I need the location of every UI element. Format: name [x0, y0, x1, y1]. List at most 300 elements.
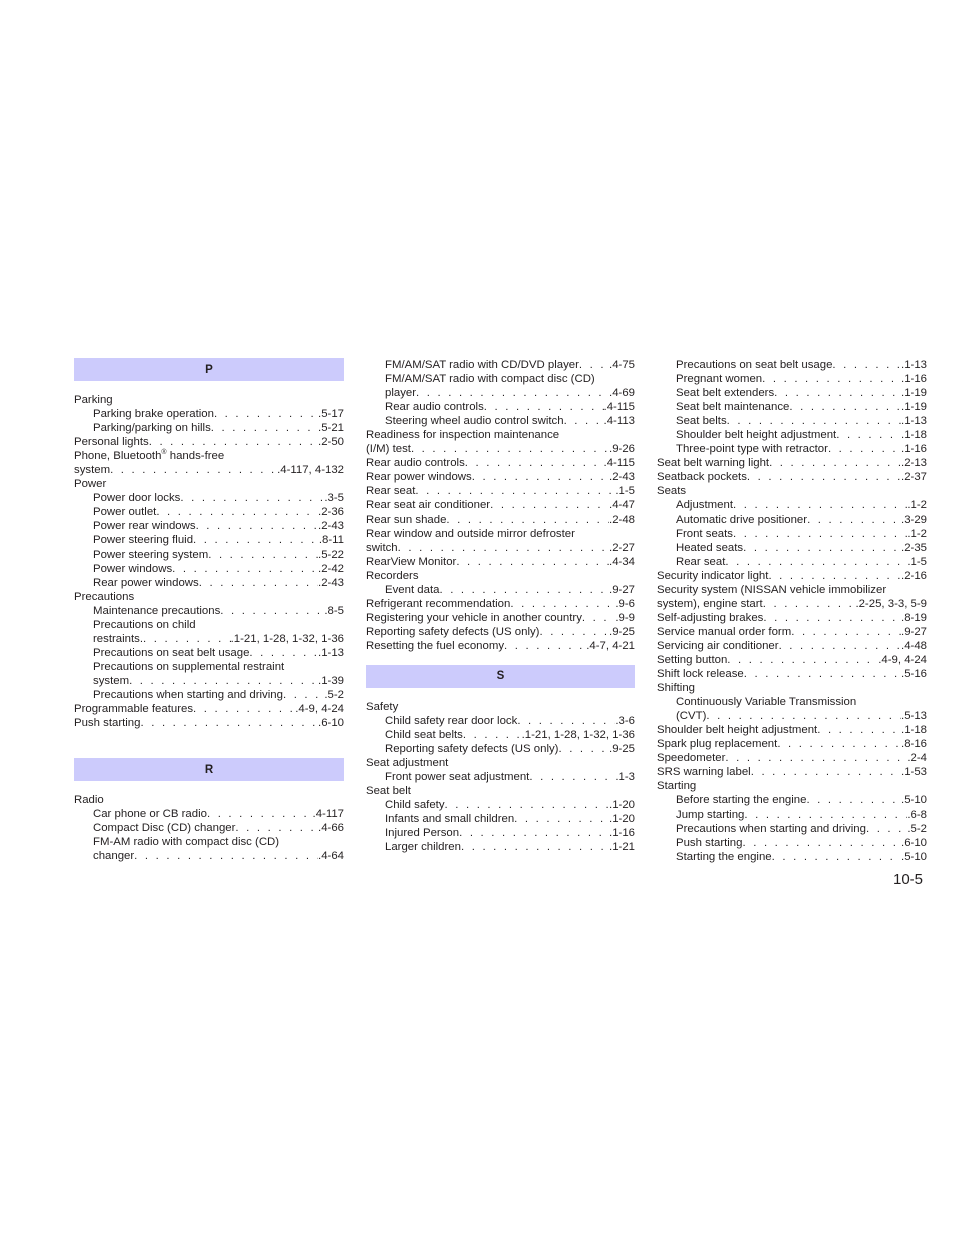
entry-page-ref: .1-13 [901, 359, 927, 371]
entry-term: Rear seat [366, 485, 416, 498]
entry-term: Recorders [366, 569, 419, 582]
index-entry [657, 484, 927, 498]
entry-page-ref: .6-8 [907, 808, 927, 821]
entry-term: Seat adjustment [366, 757, 449, 770]
index-entry [657, 836, 927, 850]
entry-term: Readiness for inspection maintenance [366, 429, 560, 442]
entry-term: Seatback pockets [657, 471, 747, 484]
index-entry [366, 484, 635, 498]
entry-term: Steering wheel audio control switch [385, 415, 564, 428]
entry-page-ref: .2-50 [318, 436, 344, 449]
entry-page-ref: .9-25 [609, 625, 635, 638]
index-entry [657, 765, 927, 779]
index-entry [74, 632, 344, 646]
entry-term: Shoulder belt height adjustment [676, 429, 837, 442]
entry-page-ref: .1-18 [901, 429, 927, 442]
index-entry [657, 513, 927, 527]
index-entry [74, 688, 344, 702]
dot-leader [193, 533, 319, 547]
dot-leader [828, 442, 901, 456]
entry-term: Infants and small children [385, 813, 515, 826]
index-entry [366, 470, 635, 484]
index-column-3 [657, 358, 927, 864]
entry-term: Child seat belts [385, 729, 463, 742]
entry-page-ref: .4-9, 4-24 [878, 653, 927, 666]
entry-page-ref: .4-115 [603, 457, 635, 470]
entry-page-ref: .1-13 [318, 646, 344, 659]
index-entry [366, 400, 635, 414]
index-entry [366, 812, 635, 826]
index-entry [366, 611, 635, 625]
entry-page-ref: .1-19 [901, 387, 927, 400]
index-entry [657, 456, 927, 470]
entry-term: system), engine start [657, 597, 763, 610]
entry-page-ref: .2-43 [318, 520, 344, 533]
dot-leader [456, 555, 609, 569]
entry-term: system [74, 464, 111, 477]
entry-term: Child safety [385, 799, 445, 812]
dot-leader [398, 541, 609, 555]
entry-term: system [93, 674, 130, 687]
index-entry [366, 700, 635, 714]
entry-term: Precautions on seat belt usage [93, 646, 250, 659]
index-entry [74, 590, 344, 604]
dot-leader [411, 442, 609, 456]
entry-term: (I/M) test [366, 443, 411, 456]
dot-leader [196, 519, 318, 533]
dot-leader [140, 716, 318, 730]
dot-leader [806, 793, 901, 807]
entry-page-ref: .1-20 [609, 813, 635, 826]
entry-page-ref: .1-21 [609, 841, 635, 854]
index-entry [657, 667, 927, 681]
entry-page-ref: .2-43 [609, 471, 635, 484]
entry-page-ref: .6-10 [901, 836, 927, 849]
dot-leader [504, 639, 586, 653]
entry-term: Before starting the engine [676, 794, 807, 807]
index-entry [74, 548, 344, 562]
entry-term: Seat belt warning light [657, 457, 770, 470]
dot-leader [214, 407, 318, 421]
index-entry [74, 604, 344, 618]
entry-term: switch [366, 541, 398, 554]
index-entry [74, 449, 344, 463]
entry-page-ref: .4-69 [609, 387, 635, 400]
dot-leader [439, 583, 609, 597]
dot-leader [156, 505, 318, 519]
index-entry [366, 456, 635, 470]
index-entry [657, 583, 927, 597]
section-letter: S [496, 670, 505, 683]
entry-page-ref: .1-5 [907, 555, 927, 568]
entry-page-ref: .2-36 [318, 506, 344, 519]
index-entry [657, 386, 927, 400]
entry-term: Security indicator light [657, 569, 769, 582]
index-entry [366, 728, 635, 742]
dot-leader [208, 548, 318, 562]
entry-page-ref: .4-34 [609, 555, 635, 568]
index-entry [657, 709, 927, 723]
entry-page-ref: .8-11 [318, 534, 344, 547]
index-entry [657, 625, 927, 639]
entry-page-ref: .2-27 [609, 541, 635, 554]
dot-leader [558, 742, 609, 756]
entry-list-s [366, 700, 635, 855]
dot-leader [779, 639, 901, 653]
entry-term: Push starting [676, 836, 743, 849]
entry-page-ref: .8-5 [324, 604, 344, 617]
index-entry [657, 850, 927, 864]
entry-term: Shifting [657, 682, 695, 695]
index-entry [366, 840, 635, 854]
dot-leader [733, 498, 907, 512]
entry-page-ref: .4-9, 4-24 [295, 703, 344, 716]
index-entry [74, 576, 344, 590]
entry-page-ref: .8-16 [901, 738, 927, 751]
dot-leader [110, 463, 277, 477]
index-entry [366, 358, 635, 372]
entry-page-ref: .5-10 [901, 850, 927, 863]
entry-page-ref: .1-2 [907, 527, 927, 540]
dot-leader [193, 702, 295, 716]
entry-term: player [385, 387, 417, 400]
entry-page-ref: .1-5 [615, 485, 635, 498]
entry-term: Front seats [676, 527, 733, 540]
entry-term: Safety [366, 700, 399, 713]
entry-term: Servicing air conditioner [657, 639, 779, 652]
entry-page-ref: .5-13 [901, 710, 927, 723]
entry-page-ref: .2-16 [901, 569, 927, 582]
dot-leader [514, 812, 609, 826]
entry-page-ref: .5-22 [318, 548, 344, 561]
dot-leader [772, 850, 901, 864]
dot-leader [564, 414, 604, 428]
entry-term: (CVT) [676, 710, 707, 723]
entry-page-ref: .4-48 [901, 639, 927, 652]
entry-page-ref: .4-113 [603, 415, 635, 428]
dot-leader [445, 798, 610, 812]
entry-term: Power steering fluid [93, 534, 194, 547]
entry-term: Maintenance precautions [93, 604, 221, 617]
entry-term: Rear power windows [366, 471, 472, 484]
entry-term: Seat belt extenders [676, 387, 775, 400]
index-entry [657, 372, 927, 386]
index-entry [366, 639, 635, 653]
index-entry [657, 737, 927, 751]
index-entry [657, 470, 927, 484]
entry-term: Precautions [74, 590, 135, 603]
entry-term: Rear sun shade [366, 513, 447, 526]
index-entry [74, 407, 344, 421]
dot-leader [579, 358, 609, 372]
index-entry [366, 569, 635, 583]
entry-term: Seat belt maintenance [676, 401, 790, 414]
index-entry [74, 660, 344, 674]
entry-term: Power rear windows [93, 520, 196, 533]
entry-term: Front power seat adjustment [385, 771, 530, 784]
entry-page-ref: .5-10 [901, 794, 927, 807]
index-entry [657, 414, 927, 428]
entry-term: Rear window and outside mirror defroster [366, 527, 575, 540]
entry-term: FM/AM/SAT radio with compact disc (CD) [385, 373, 595, 386]
entry-term: Event data [385, 583, 440, 596]
entry-term: Setting button [657, 653, 728, 666]
dot-leader [727, 414, 901, 428]
index-entry [366, 428, 635, 442]
dot-leader [763, 597, 856, 611]
entry-term: Rear audio controls [366, 457, 465, 470]
index-column-2 [366, 358, 635, 855]
dot-leader [582, 611, 615, 625]
dot-leader [415, 484, 615, 498]
index-entry [74, 618, 344, 632]
dot-leader [129, 674, 318, 688]
index-entry [657, 442, 927, 456]
index-entry [74, 435, 344, 449]
entry-term: Car phone or CB radio [93, 808, 207, 821]
dot-leader [149, 435, 318, 449]
index-entry [657, 779, 927, 793]
dot-leader [725, 555, 907, 569]
entry-page-ref: .1-16 [901, 373, 927, 386]
entry-page-ref: .5-2 [907, 822, 927, 835]
entry-term: Compact Disc (CD) changer [93, 822, 236, 835]
entry-term: Service manual order form [657, 625, 792, 638]
entry-term: Precautions when starting and driving [93, 688, 283, 701]
dot-leader [727, 653, 878, 667]
entry-page-ref: .1-39 [318, 674, 344, 687]
index-entry [657, 639, 927, 653]
entry-term: Registering your vehicle in another country [366, 611, 582, 624]
dot-leader [180, 491, 324, 505]
entry-term: Pregnant women [676, 373, 763, 386]
entry-page-ref: .1-16 [609, 827, 635, 840]
index-entry [366, 742, 635, 756]
entry-term: Automatic drive positioner [676, 513, 808, 526]
entry-page-ref: .4-64 [318, 850, 344, 863]
dot-leader [747, 470, 901, 484]
entry-term: Rear seat air conditioner [366, 499, 491, 512]
entry-term: Self-adjusting brakes [657, 611, 764, 624]
entry-page-ref: .1-13 [901, 415, 927, 428]
entry-page-ref: .2-37 [901, 471, 927, 484]
entry-term: Rear power windows [93, 576, 199, 589]
dot-leader [484, 400, 604, 414]
entry-term: RearView Monitor [366, 555, 457, 568]
entry-term: Jump starting [676, 808, 745, 821]
entry-term: Radio [74, 794, 104, 807]
index-entry [74, 821, 344, 835]
entry-term: Larger children [385, 841, 461, 854]
index-entry [657, 555, 927, 569]
entry-page-ref: .1-21, 1-28, 1-32, 1-36 [230, 632, 344, 645]
dot-leader [539, 625, 609, 639]
dot-leader [751, 765, 901, 779]
dot-leader [744, 808, 907, 822]
index-entry [74, 674, 344, 688]
entry-page-ref: .2-4 [907, 752, 927, 765]
dot-leader [791, 625, 901, 639]
entry-page-ref: .9-6 [615, 597, 635, 610]
entry-term: Seat belt [366, 785, 411, 798]
entry-term: Shift lock release [657, 668, 744, 681]
dot-leader [769, 456, 901, 470]
section-header-p [74, 358, 344, 381]
index-entry [366, 513, 635, 527]
dot-leader [744, 667, 901, 681]
index-entry [366, 527, 635, 541]
index-entry [366, 372, 635, 386]
entry-page-ref: .4-117, 4-132 [277, 464, 344, 477]
entry-page-ref: .4-115 [603, 401, 635, 414]
entry-term: Power windows [93, 562, 173, 575]
index-entry [74, 702, 344, 716]
entry-list-s-continued [657, 358, 927, 864]
dot-leader [706, 709, 901, 723]
index-entry [74, 463, 344, 477]
index-entry [657, 428, 927, 442]
index-entry [74, 491, 344, 505]
entry-term: Three-point type with retractor [676, 443, 828, 456]
index-entry [366, 555, 635, 569]
entry-term: Injured Person [385, 827, 460, 840]
index-entry [74, 807, 344, 821]
entry-page-ref: .2-13 [901, 457, 927, 470]
index-column-1 [74, 358, 344, 863]
entry-list-r-continued [366, 358, 635, 653]
index-entry [657, 358, 927, 372]
index-entry [657, 723, 927, 737]
entry-term: Precautions on child [93, 618, 196, 631]
index-entry [366, 714, 635, 728]
entry-term: Power steering system [93, 548, 209, 561]
entry-term: Rear seat [676, 555, 726, 568]
entry-term: Precautions on supplemental restraint [93, 660, 285, 673]
entry-term: Shoulder belt height adjustment [657, 724, 818, 737]
entry-term: Refrigerant recommendation [366, 597, 511, 610]
entry-page-ref: .1-18 [901, 724, 927, 737]
index-entry [74, 562, 344, 576]
entry-page-ref: .4-117 [312, 808, 344, 821]
dot-leader [510, 597, 615, 611]
index-entry [74, 793, 344, 807]
page-number: 10-5 [893, 871, 924, 888]
entry-term: FM/AM/SAT radio with CD/DVD player [385, 359, 579, 371]
index-entry [657, 822, 927, 836]
index-entry [657, 597, 927, 611]
entry-term: Rear audio controls [385, 401, 484, 414]
index-entry [366, 442, 635, 456]
entry-term: Power [74, 478, 107, 491]
index-entry [657, 611, 927, 625]
dot-leader [817, 723, 901, 737]
entry-term: Personal lights [74, 436, 149, 449]
index-entry [657, 808, 927, 822]
dot-leader [211, 421, 318, 435]
index-entry [657, 498, 927, 512]
entry-term: Seats [657, 485, 687, 498]
entry-page-ref: .2-48 [609, 513, 635, 526]
index-entry [74, 716, 344, 730]
entry-page-ref: .4-66 [318, 822, 344, 835]
index-entry [74, 477, 344, 491]
index-entry [366, 386, 635, 400]
dot-leader [459, 826, 609, 840]
index-entry [74, 835, 344, 849]
dot-leader [172, 562, 318, 576]
entry-page-ref: .9-27 [901, 625, 927, 638]
entry-page-ref: .5-21 [318, 422, 344, 435]
index-entry [366, 826, 635, 840]
dot-leader [283, 688, 324, 702]
dot-leader [134, 849, 318, 863]
entry-page-ref: .1-53 [901, 766, 927, 779]
dot-leader [529, 770, 615, 784]
section-header-s [366, 665, 635, 688]
dot-leader [768, 569, 901, 583]
index-entry [657, 541, 927, 555]
dot-leader [517, 714, 615, 728]
entry-term: FM-AM radio with compact disc (CD) [93, 836, 280, 849]
dot-leader [789, 400, 901, 414]
entry-page-ref: .1-21, 1-28, 1-32, 1-36 [521, 729, 635, 742]
entry-page-ref: .3-5 [324, 492, 344, 505]
dot-leader [763, 611, 901, 625]
entry-term: Seat belts [676, 415, 727, 428]
dot-leader [249, 646, 318, 660]
dot-leader [416, 386, 609, 400]
dot-leader [725, 751, 907, 765]
index-entry [366, 625, 635, 639]
section-header-r [74, 758, 344, 781]
entry-term: changer [93, 850, 135, 863]
index-entry [657, 681, 927, 695]
index-entry [366, 583, 635, 597]
entry-page-ref: .2-25, 3-3, 5-9 [855, 597, 927, 610]
entry-term: Power outlet [93, 506, 157, 519]
index-entry [657, 569, 927, 583]
index-entry [657, 695, 927, 709]
section-letter: R [204, 763, 214, 776]
entry-term: Precautions when starting and driving [676, 822, 866, 835]
entry-term: Spark plug replacement [657, 738, 778, 751]
dot-leader [143, 632, 231, 646]
entry-term: Child safety rear door lock [385, 715, 518, 728]
index-entry [657, 793, 927, 807]
entry-page-ref: .2-35 [901, 541, 927, 554]
entry-page-ref: .1-3 [615, 771, 635, 784]
index-entry [366, 770, 635, 784]
entry-term: SRS warning label [657, 766, 751, 779]
entry-term: Starting [657, 780, 697, 793]
entry-term: Reporting safety defects (US only) [366, 625, 540, 638]
entry-page-ref: .5-16 [901, 668, 927, 681]
entry-page-ref: .9-26 [609, 443, 635, 456]
entry-term: Programmable features [74, 703, 194, 716]
entry-term: Continuously Variable Transmission [676, 696, 857, 709]
entry-term: Power door locks [93, 492, 181, 505]
dot-leader [199, 576, 318, 590]
index-entry [366, 414, 635, 428]
entry-page-ref: .2-42 [318, 562, 344, 575]
entry-term: Parking [74, 394, 113, 406]
dot-leader [490, 498, 609, 512]
entry-page-ref: .3-6 [615, 715, 635, 728]
index-entry [74, 646, 344, 660]
entry-page-ref: .6-10 [318, 717, 344, 730]
index-entry [366, 498, 635, 512]
dot-leader [866, 822, 907, 836]
